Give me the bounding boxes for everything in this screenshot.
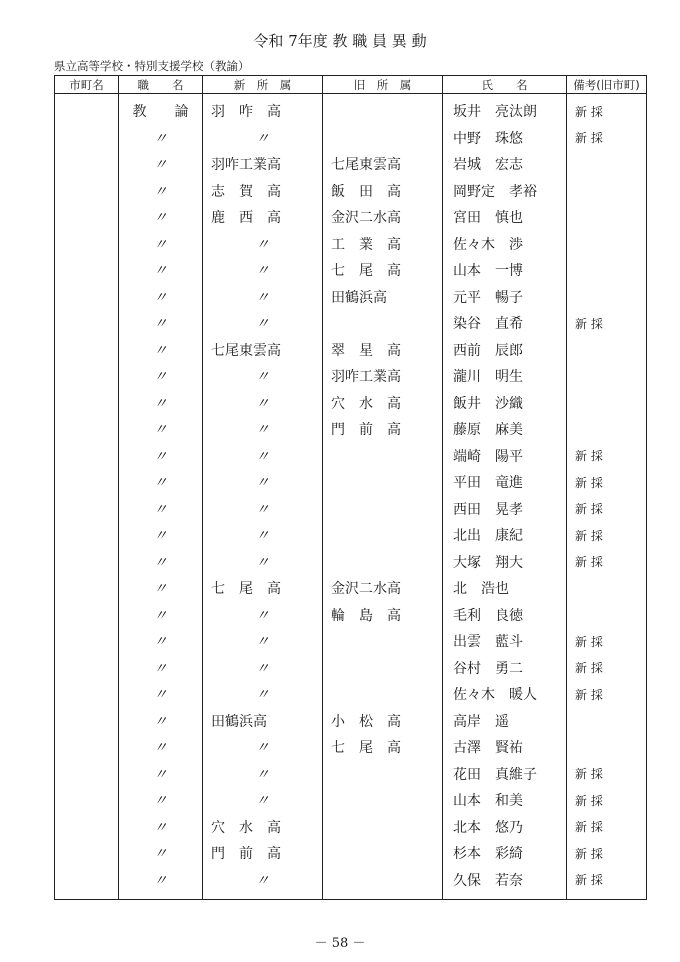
cell-note: 新 採 [567, 443, 647, 470]
cell-position: 〃 [119, 655, 203, 682]
cell-note: 新 採 [567, 655, 647, 682]
cell-name: 北出 康紀 [443, 522, 567, 549]
cell-old-post [323, 840, 443, 867]
cell-new-post: 〃 [203, 310, 323, 337]
cell-name: 瀧川 明生 [443, 363, 567, 390]
cell-old-post [323, 628, 443, 655]
cell-name: 西田 晃孝 [443, 496, 567, 523]
table-row [55, 787, 647, 814]
cell-municipality [55, 204, 119, 231]
cell-new-post: 志 賀 高 [203, 178, 323, 205]
cell-new-post: 〃 [203, 681, 323, 708]
cell-new-post: 羽咋工業高 [203, 151, 323, 178]
table-row [55, 628, 647, 655]
cell-position: 〃 [119, 549, 203, 576]
cell-new-post: 〃 [203, 787, 323, 814]
cell-old-post [323, 443, 443, 470]
cell-position: 〃 [119, 416, 203, 443]
cell-old-post [323, 310, 443, 337]
cell-note: 新 採 [567, 496, 647, 523]
cell-name: 染谷 直希 [443, 310, 567, 337]
cell-old-post: 金沢二水高 [323, 204, 443, 231]
cell-name: 出雲 藍斗 [443, 628, 567, 655]
cell-position: 〃 [119, 814, 203, 841]
cell-name: 北 浩也 [443, 575, 567, 602]
cell-municipality [55, 522, 119, 549]
cell-municipality [55, 814, 119, 841]
cell-municipality [55, 708, 119, 735]
cell-new-post: 〃 [203, 602, 323, 629]
cell-position: 〃 [119, 787, 203, 814]
cell-name: 平田 竜進 [443, 469, 567, 496]
cell-note [567, 575, 647, 602]
cell-municipality [55, 443, 119, 470]
cell-name: 佐々木 渉 [443, 231, 567, 258]
cell-old-post [323, 549, 443, 576]
cell-name: 西前 辰郎 [443, 337, 567, 364]
cell-old-post: 七 尾 高 [323, 257, 443, 284]
table-row [55, 549, 647, 576]
table-row [55, 734, 647, 761]
cell-note: 新 採 [567, 522, 647, 549]
cell-note [567, 708, 647, 735]
table-row [55, 94, 647, 125]
table-row [55, 469, 647, 496]
cell-municipality [55, 337, 119, 364]
cell-new-post: 〃 [203, 655, 323, 682]
cell-position: 〃 [119, 257, 203, 284]
cell-municipality [55, 94, 119, 125]
table-row [55, 496, 647, 523]
cell-old-post: 輪 島 高 [323, 602, 443, 629]
table-row [55, 284, 647, 311]
page-number: － 58 － [314, 936, 366, 951]
header-old-post: 旧 所 属 [323, 76, 443, 94]
header-municipality: 市町名 [55, 76, 119, 94]
cell-note: 新 採 [567, 867, 647, 900]
cell-note: 新 採 [567, 681, 647, 708]
cell-new-post: 田鶴浜高 [203, 708, 323, 735]
cell-municipality [55, 178, 119, 205]
cell-name: 毛利 良徳 [443, 602, 567, 629]
table-row [55, 814, 647, 841]
cell-note [567, 734, 647, 761]
table-row [55, 337, 647, 364]
cell-note: 新 採 [567, 787, 647, 814]
table-row [55, 390, 647, 417]
cell-municipality [55, 628, 119, 655]
table-row [55, 708, 647, 735]
cell-position: 教 論 [119, 94, 203, 125]
cell-old-post: 翠 星 高 [323, 337, 443, 364]
cell-municipality [55, 549, 119, 576]
table-row [55, 310, 647, 337]
cell-name: 山本 一博 [443, 257, 567, 284]
cell-name: 北本 悠乃 [443, 814, 567, 841]
table-row [55, 681, 647, 708]
cell-municipality [55, 390, 119, 417]
cell-municipality [55, 363, 119, 390]
cell-old-post: 田鶴浜高 [323, 284, 443, 311]
cell-municipality [55, 575, 119, 602]
cell-position: 〃 [119, 337, 203, 364]
cell-new-post: 〃 [203, 125, 323, 152]
table-row [55, 204, 647, 231]
section-subtitle: 県立高等学校・特別支援学校（教諭） [54, 59, 250, 73]
cell-note [567, 178, 647, 205]
cell-note [567, 602, 647, 629]
cell-new-post: 〃 [203, 363, 323, 390]
cell-municipality [55, 125, 119, 152]
cell-note: 新 採 [567, 125, 647, 152]
cell-note [567, 337, 647, 364]
cell-municipality [55, 231, 119, 258]
header-note: 備考(旧市町) [567, 76, 647, 94]
cell-municipality [55, 867, 119, 900]
page-title: 令和 7年度 教 職 員 異 動 [253, 32, 427, 50]
cell-name: 久保 若奈 [443, 867, 567, 900]
cell-municipality [55, 761, 119, 788]
cell-name: 坂井 亮汰朗 [443, 94, 567, 125]
table-row [55, 575, 647, 602]
cell-name: 端崎 陽平 [443, 443, 567, 470]
cell-old-post [323, 681, 443, 708]
cell-new-post: 〃 [203, 443, 323, 470]
cell-new-post: 〃 [203, 628, 323, 655]
table-row [55, 231, 647, 258]
cell-old-post [323, 867, 443, 900]
table-row [55, 125, 647, 152]
cell-position: 〃 [119, 628, 203, 655]
cell-name: 宮田 慎也 [443, 204, 567, 231]
table-row [55, 761, 647, 788]
cell-note [567, 257, 647, 284]
cell-old-post: 七 尾 高 [323, 734, 443, 761]
cell-note: 新 採 [567, 761, 647, 788]
cell-old-post: 金沢二水高 [323, 575, 443, 602]
cell-name: 中野 珠悠 [443, 125, 567, 152]
cell-municipality [55, 469, 119, 496]
cell-municipality [55, 416, 119, 443]
table-row [55, 151, 647, 178]
cell-new-post: 〃 [203, 496, 323, 523]
cell-name: 元平 暢子 [443, 284, 567, 311]
cell-name: 佐々木 暖人 [443, 681, 567, 708]
cell-old-post [323, 761, 443, 788]
cell-old-post [323, 125, 443, 152]
cell-new-post: 〃 [203, 549, 323, 576]
cell-new-post: 〃 [203, 390, 323, 417]
cell-new-post: 鹿 西 高 [203, 204, 323, 231]
cell-note [567, 151, 647, 178]
table-row [55, 178, 647, 205]
cell-note [567, 390, 647, 417]
cell-old-post: 小 松 高 [323, 708, 443, 735]
cell-note [567, 204, 647, 231]
cell-position: 〃 [119, 178, 203, 205]
cell-position: 〃 [119, 575, 203, 602]
cell-position: 〃 [119, 363, 203, 390]
cell-note [567, 231, 647, 258]
cell-old-post [323, 522, 443, 549]
cell-old-post: 七尾東雲高 [323, 151, 443, 178]
cell-position: 〃 [119, 443, 203, 470]
cell-new-post: 穴 水 高 [203, 814, 323, 841]
cell-old-post [323, 787, 443, 814]
table-row [55, 602, 647, 629]
cell-position: 〃 [119, 734, 203, 761]
table-row [55, 840, 647, 867]
cell-position: 〃 [119, 761, 203, 788]
cell-note: 新 採 [567, 840, 647, 867]
table-row [55, 867, 647, 900]
table-row [55, 363, 647, 390]
cell-name: 藤原 麻美 [443, 416, 567, 443]
cell-note [567, 284, 647, 311]
cell-position: 〃 [119, 681, 203, 708]
cell-municipality [55, 840, 119, 867]
cell-new-post: 〃 [203, 469, 323, 496]
cell-old-post [323, 94, 443, 125]
cell-name: 谷村 勇二 [443, 655, 567, 682]
cell-position: 〃 [119, 390, 203, 417]
cell-name: 高岸 遥 [443, 708, 567, 735]
table-row [55, 443, 647, 470]
cell-municipality [55, 602, 119, 629]
cell-note [567, 416, 647, 443]
cell-position: 〃 [119, 284, 203, 311]
cell-name: 大塚 翔大 [443, 549, 567, 576]
cell-note: 新 採 [567, 549, 647, 576]
cell-municipality [55, 257, 119, 284]
cell-municipality [55, 284, 119, 311]
table-row [55, 257, 647, 284]
cell-position: 〃 [119, 602, 203, 629]
cell-note: 新 採 [567, 469, 647, 496]
cell-note: 新 採 [567, 94, 647, 125]
cell-position: 〃 [119, 204, 203, 231]
cell-note [567, 363, 647, 390]
cell-municipality [55, 310, 119, 337]
table-row [55, 416, 647, 443]
cell-old-post: 門 前 高 [323, 416, 443, 443]
cell-old-post: 羽咋工業高 [323, 363, 443, 390]
cell-new-post: 七 尾 高 [203, 575, 323, 602]
header-new-post: 新 所 属 [203, 76, 323, 94]
cell-old-post [323, 469, 443, 496]
cell-old-post: 飯 田 高 [323, 178, 443, 205]
cell-position: 〃 [119, 151, 203, 178]
header-position: 職 名 [119, 76, 203, 94]
table-row [55, 522, 647, 549]
cell-name: 杉本 彩綺 [443, 840, 567, 867]
cell-new-post: 〃 [203, 867, 323, 900]
cell-name: 飯井 沙織 [443, 390, 567, 417]
cell-position: 〃 [119, 469, 203, 496]
cell-name: 山本 和美 [443, 787, 567, 814]
cell-municipality [55, 787, 119, 814]
cell-municipality [55, 734, 119, 761]
cell-old-post [323, 814, 443, 841]
cell-new-post: 〃 [203, 734, 323, 761]
table-row [55, 655, 647, 682]
cell-name: 岡野定 孝裕 [443, 178, 567, 205]
cell-new-post: 〃 [203, 522, 323, 549]
header-name: 氏 名 [443, 76, 567, 94]
cell-old-post: 工 業 高 [323, 231, 443, 258]
cell-position: 〃 [119, 708, 203, 735]
cell-position: 〃 [119, 496, 203, 523]
cell-name: 岩城 宏志 [443, 151, 567, 178]
table-header-row [55, 76, 647, 94]
cell-old-post [323, 655, 443, 682]
cell-position: 〃 [119, 231, 203, 258]
cell-municipality [55, 151, 119, 178]
cell-new-post: 〃 [203, 257, 323, 284]
cell-position: 〃 [119, 310, 203, 337]
cell-position: 〃 [119, 125, 203, 152]
cell-position: 〃 [119, 522, 203, 549]
cell-new-post: 七尾東雲高 [203, 337, 323, 364]
cell-note: 新 採 [567, 814, 647, 841]
cell-municipality [55, 496, 119, 523]
cell-new-post: 〃 [203, 761, 323, 788]
cell-note: 新 採 [567, 628, 647, 655]
cell-municipality [55, 681, 119, 708]
cell-position: 〃 [119, 840, 203, 867]
personnel-table [54, 75, 647, 900]
cell-old-post: 穴 水 高 [323, 390, 443, 417]
cell-note: 新 採 [567, 310, 647, 337]
cell-municipality [55, 655, 119, 682]
cell-new-post: 門 前 高 [203, 840, 323, 867]
cell-new-post: 〃 [203, 231, 323, 258]
cell-new-post: 〃 [203, 284, 323, 311]
cell-new-post: 〃 [203, 416, 323, 443]
cell-position: 〃 [119, 867, 203, 900]
cell-name: 花田 真維子 [443, 761, 567, 788]
cell-old-post [323, 496, 443, 523]
cell-new-post: 羽 咋 高 [203, 94, 323, 125]
cell-name: 古澤 賢祐 [443, 734, 567, 761]
